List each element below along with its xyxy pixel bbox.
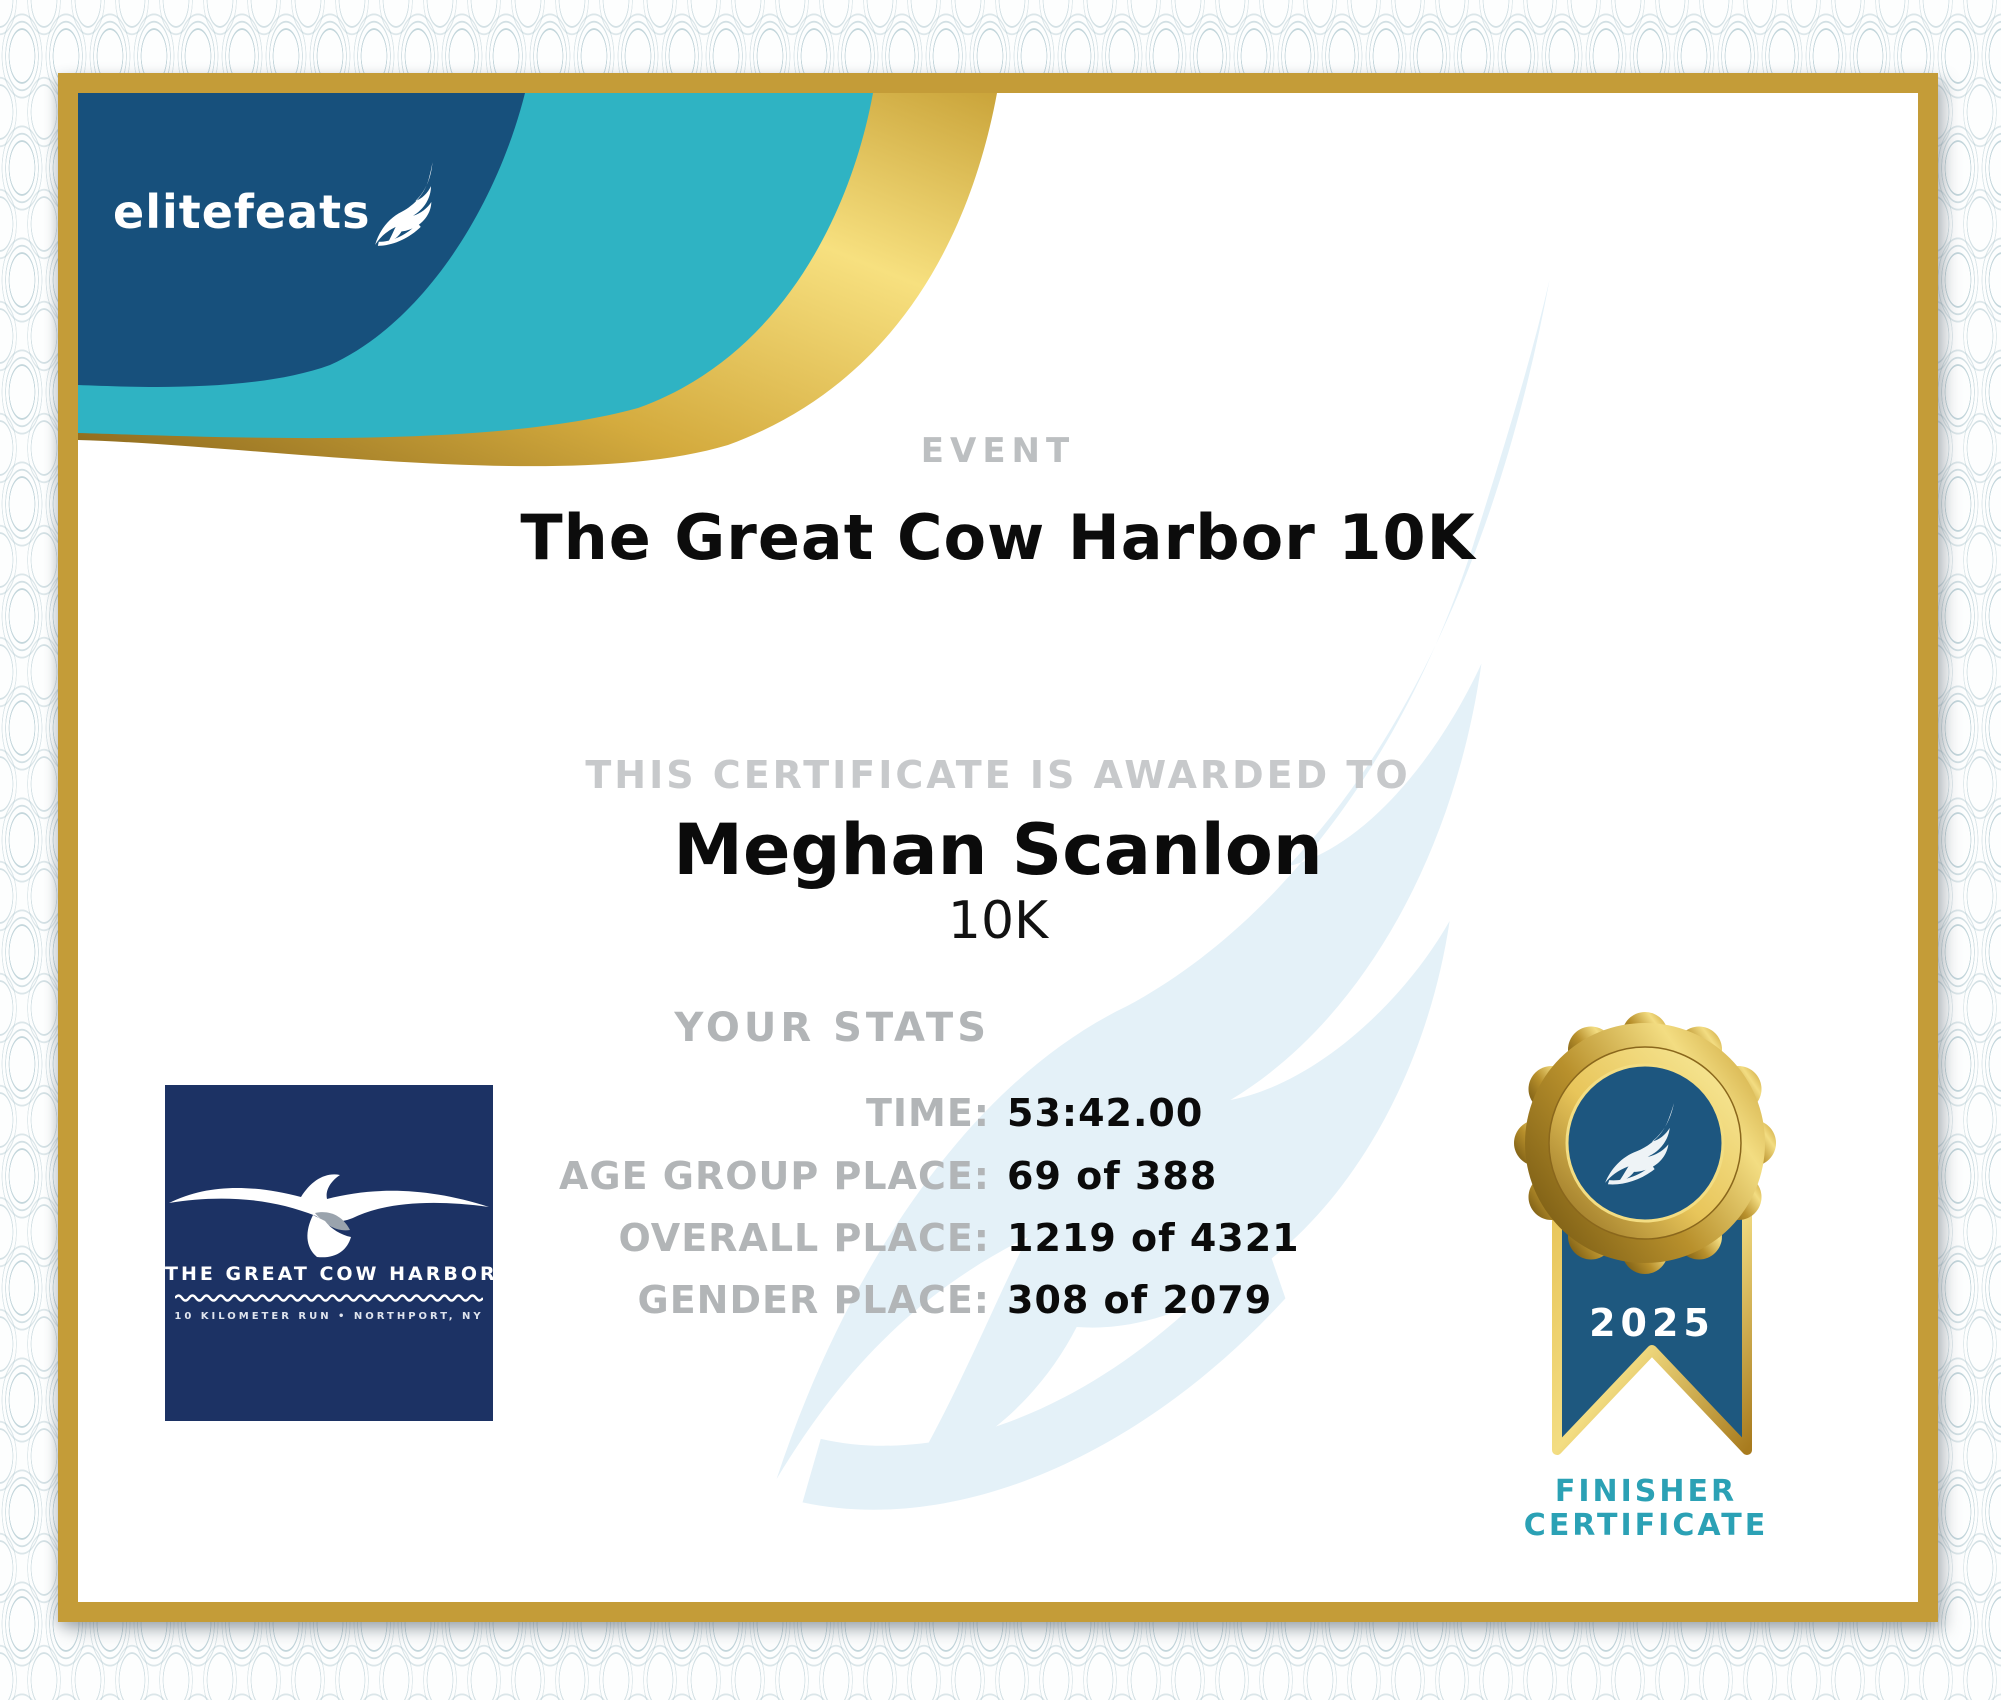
stat-label: TIME: — [865, 1091, 990, 1135]
stat-value: 308 of 2079 — [1007, 1278, 1273, 1322]
winged-foot-icon — [362, 157, 454, 249]
stat-label: OVERALL PLACE: — [618, 1216, 990, 1260]
awarded-to-label: THIS CERTIFICATE IS AWARDED TO — [585, 753, 1411, 797]
elitefeats-logo — [113, 145, 451, 245]
race-distance: 10K — [947, 891, 1049, 951]
elitefeats-wordmark: elitefeats — [113, 185, 371, 239]
finisher-line2: CERTIFICATE — [1523, 1508, 1769, 1543]
seagull-icon — [165, 1155, 493, 1265]
event-logo — [165, 1085, 498, 1421]
stat-label: AGE GROUP PLACE: — [559, 1154, 990, 1198]
ribbon-year: 2025 — [1589, 1301, 1715, 1345]
recipient-name: Meghan Scanlon — [673, 809, 1323, 891]
event-name: The Great Cow Harbor 10K — [520, 501, 1476, 574]
stat-value: 53:42.00 — [1007, 1091, 1204, 1135]
finisher-line1: FINISHER — [1554, 1474, 1738, 1509]
finisher-caption — [1446, 1475, 1846, 1543]
stat-value: 1219 of 4321 — [1007, 1216, 1300, 1260]
event-label: EVENT — [920, 431, 1076, 471]
wave-divider — [175, 1293, 483, 1303]
certificate-content — [78, 93, 1918, 1602]
event-logo-subtitle: 10 KILOMETER RUN • NORTHPORT, NY — [174, 1311, 484, 1322]
event-logo-title: THE GREAT COW HARBOR — [165, 1263, 498, 1285]
stat-label: GENDER PLACE: — [637, 1278, 990, 1322]
your-stats-header: YOUR STATS — [674, 1005, 990, 1051]
stat-value: 69 of 388 — [1007, 1154, 1218, 1198]
finisher-medal — [1500, 1000, 1800, 1480]
